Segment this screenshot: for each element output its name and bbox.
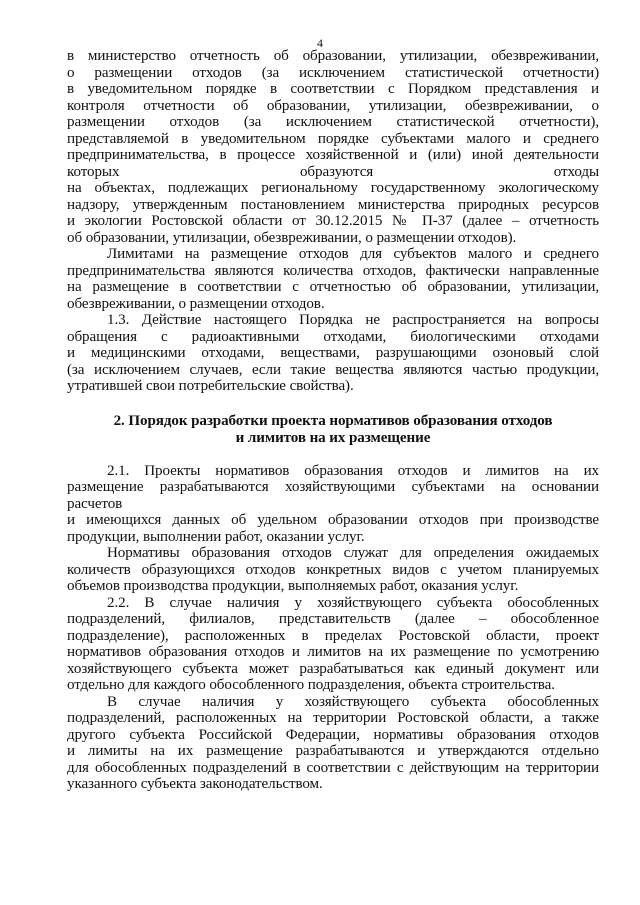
text-line: представляемой в уведомительном порядке субъектами малого и среднего [67,130,599,147]
text-line: и экологии Ростовской области от 30.12.2015 № П-37 (далее – отчетность [67,213,599,229]
text-line: на размещение в соответствии с отчетностью об образовании, утилизации, [67,279,599,295]
text-line: надзору, утвержденным постановлением министерства природных ресурсов [67,196,599,213]
text-line: отдельно для каждого обособленного подразделения, объекта строительства. [67,677,555,693]
text-line: на объектах, подлежащих региональному государственному экологическому [67,180,599,196]
text-line: размещение разрабатываются хозяйствующими субъектами на основании [67,479,599,495]
text-line: 1.3. Действие настоящего Порядка не распространяется на вопросы [107,312,599,328]
text-line: подразделений, расположенных на территории Ростовской области, а также [67,710,599,726]
heading-line: 2. Порядок разработки проекта нормативов образования отходов [113,412,553,429]
paragraph-other-region [67,694,599,793]
text-line: В случае наличия у хозяйствующего субъекта обособленных [107,693,599,710]
text-line: подразделение), расположенных в пределах Ростовской области, проект [67,627,599,644]
text-line: обезвреживании, о размещении отходов. [67,295,325,312]
paragraph-2-2 [67,595,599,694]
text-line: расчетов [67,495,123,512]
document-body [67,48,599,793]
paragraph-reporting [67,48,599,246]
text-line: предпринимательства являются количества отходов, фактически направленные [67,262,599,279]
text-line: в уведомительном порядке в соответствии с Порядком представления и [67,81,599,97]
text-line: утратившей свои потребительские свойства). [67,378,354,394]
paragraph-1-3 [67,312,599,395]
text-line: которых образуются отходы [67,163,599,180]
text-line: и медицинскими отходами, веществами, разрушающими озоновый слой [67,345,599,361]
paragraph-limits [67,246,599,312]
page-number: 4 [317,36,323,50]
paragraph-2-1 [67,463,599,546]
text-line: для обособленных подразделений в соответствии с действующим на территории [67,759,599,776]
text-line: объемов производства продукции, выполняемых работ, оказания услуг. [67,578,519,594]
text-line: подразделений, филиалов, представительств (далее – обособленное [67,611,599,627]
text-line: (за исключением случаев, если такие вещества являются частью продукции, [67,361,599,378]
text-line: 2.1. Проекты нормативов образования отходов и лимитов на их [107,462,599,479]
text-line: размещении отходов (за исключением статистической отчетности), [67,114,599,130]
text-line: указанного субъекта законодательством. [67,776,323,792]
text-line: предпринимательства, в процессе хозяйственной и (или) иной деятельности [67,147,599,163]
text-line: контроля отчетности об образовании, утилизации, обезвреживании, о [67,97,599,114]
paragraph-norms [67,545,599,595]
text-line: 2.2. В случае наличия у хозяйствующего субъекта обособленных [107,594,599,611]
text-line: Нормативы образования отходов служат для определения ожидаемых [107,545,599,561]
text-line: количеств образующихся отходов конкретных видов с учетом планируемых [67,561,599,578]
text-line: об образовании, утилизации, обезвреживании, о размещении отходов). [67,229,517,246]
text-line: и имеющихся данных об удельном образовании отходов при производстве [67,512,599,528]
text-line: Лимитами на размещение отходов для субъектов малого и среднего [107,246,599,262]
text-line: и лимиты на их размещение разрабатываются и утверждаются отдельно [67,743,599,759]
text-line: о размещении отходов (за исключением статистической отчетности) [67,64,599,81]
text-line: обращения с радиоактивными отходами, биологическими отходами [67,328,599,345]
heading-line: и лимитов на их размещение [235,429,431,446]
text-line: другого субъекта Российской Федерации, нормативы образования отходов [67,726,599,743]
text-line: в министерство отчетность об образовании, утилизации, обезвреживании, [67,48,599,64]
text-line: продукции, выполнении работ, оказании услуг. [67,528,365,545]
section-heading [67,413,599,447]
text-line: хозяйствующего субъекта может разрабатываться как единый документ или [67,660,599,677]
text-line: нормативов образования отходов и лимитов на их размещение по усмотрению [67,644,599,660]
